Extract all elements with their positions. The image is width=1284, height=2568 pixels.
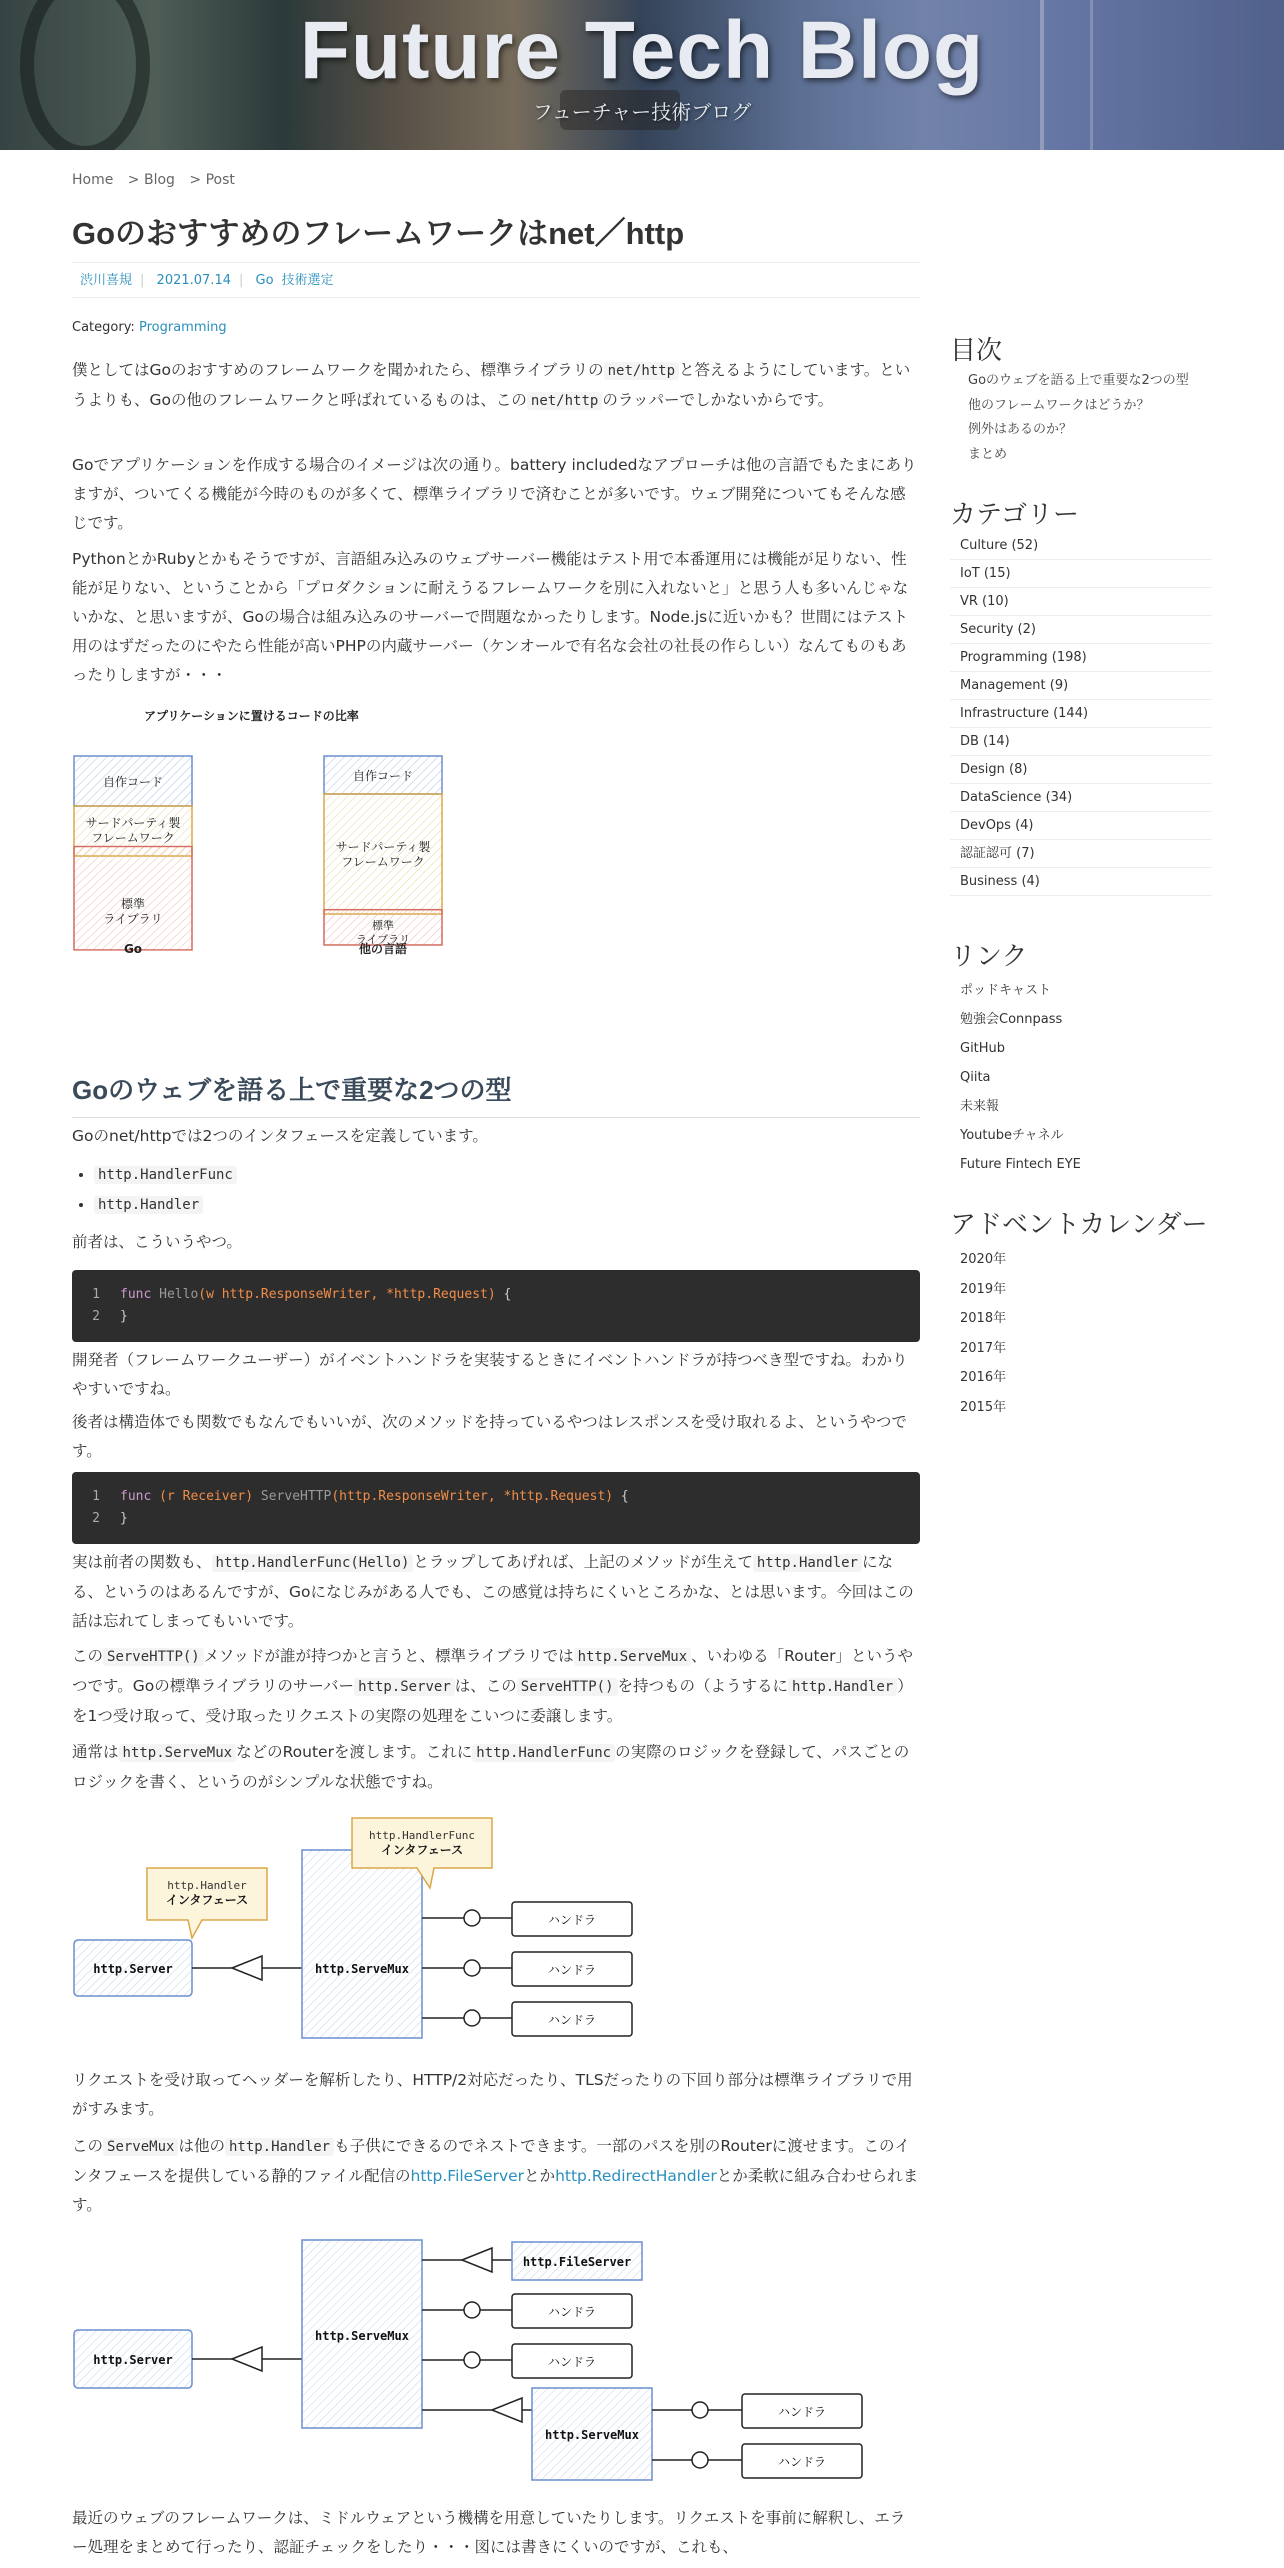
- text: とラップしてあげれば、上記のメソッドが生えて: [413, 1553, 753, 1571]
- toc-item[interactable]: Goのウェブを語る上で重要な2つの型: [968, 373, 1189, 388]
- links-heading: リンク: [950, 941, 1028, 971]
- text: を持つもの（ようするに: [617, 1677, 789, 1695]
- code-block[interactable]: [72, 1270, 920, 1342]
- paragraph: [72, 1642, 920, 1731]
- handler-label: ハンドラ: [777, 2455, 827, 2469]
- site-header: [0, 0, 1284, 150]
- other-own-code-label: 自作コード: [352, 769, 414, 783]
- sidebar-link[interactable]: 勉強会Connpass: [960, 1012, 1063, 1027]
- servemux-label: http.ServeMux: [315, 2329, 409, 2343]
- paragraph: PythonとかRubyとかもそうですが、言語組み込みのウェブサーバー機能はテスト用で本番運用には機能が足りない、性能が足りない、ということから「プロダクションに耐えうるフレームワークを別に入れないと」と思う人も多いんじゃないかな、と思いますが、Goの場合は組み込みのサーバーで問題なかったりします。Node.jsに近いかも？世間にはテスト用のはずだったのにやたら性能が高いPHPの内蔵サーバー（ケンオールで有名な会社の社長の作らしい）なんてものもあったりしますが・・・: [72, 550, 909, 684]
- inline-code: ServeHTTP(): [103, 1648, 204, 1666]
- inline-code: http.Handler: [788, 1678, 897, 1696]
- sidebar-link[interactable]: ポッドキャスト: [960, 983, 1052, 998]
- category-item[interactable]: Culture (52): [950, 532, 1212, 560]
- site-title[interactable]: Future Tech Blog: [299, 5, 985, 96]
- code-line: [72, 1486, 920, 1508]
- post-meta: [72, 262, 920, 298]
- meta-separator: |: [238, 273, 244, 288]
- category-item[interactable]: DevOps (4): [950, 812, 1212, 840]
- other-stdlib-label: ライブラリ: [355, 933, 411, 946]
- handler-row: [652, 2444, 862, 2478]
- paragraph: [72, 1738, 920, 1797]
- inline-code: net/http: [604, 362, 679, 380]
- category-item[interactable]: Infrastructure (144): [950, 700, 1212, 728]
- sidebar-link[interactable]: Future Fintech EYE: [960, 1157, 1081, 1172]
- arrow-head: [232, 1956, 262, 1980]
- code-keyword: func: [120, 1489, 152, 1504]
- category-item[interactable]: Management (9): [950, 672, 1212, 700]
- text: 実は前者の関数も、: [72, 1553, 212, 1571]
- code-signature: (http.ResponseWriter, *http.Request): [331, 1489, 614, 1504]
- paragraph: [72, 1548, 920, 1636]
- text: 通常は: [72, 1743, 119, 1761]
- paragraph: 前者は、こういうやつ。: [72, 1233, 242, 1251]
- sub-servemux-label: http.ServeMux: [545, 2428, 639, 2442]
- paragraph: Goでアプリケーションを作成する場合のイメージは次の通り。battery includedなアプローチは他の言語でもたまにありますが、ついてくる機能が今時のものが多くて、標準ライブラリで済むことが多いです。ウェブ開発についてもそんな感じです。: [72, 456, 917, 532]
- advent-year[interactable]: 2018年: [960, 1311, 1007, 1326]
- category-item[interactable]: VR (10): [950, 588, 1212, 616]
- toc-item[interactable]: まとめ: [968, 446, 1008, 462]
- category-item[interactable]: DataScience (34): [950, 784, 1212, 812]
- text: 僕としてはGoのおすすめのフレームワークを聞かれたら、標準ライブラリの: [72, 361, 604, 379]
- go-stdlib-label: ライブラリ: [103, 912, 163, 926]
- http-server-label: http.Server: [93, 1962, 173, 1976]
- breadcrumb: [72, 172, 245, 188]
- inline-code: ServeHTTP(): [517, 1678, 618, 1696]
- handler-label: ハンドラ: [547, 2355, 597, 2369]
- advent-year[interactable]: 2019年: [960, 1281, 1007, 1297]
- code-line: [72, 1284, 920, 1306]
- callout-text: http.Handler: [167, 1879, 247, 1892]
- text: メソッドが誰が持つかと言うと、標準ライブラリでは: [203, 1647, 574, 1665]
- sidebar-link[interactable]: GitHub: [960, 1041, 1006, 1056]
- category-item[interactable]: DB (14): [950, 728, 1212, 756]
- category-item[interactable]: IoT (15): [950, 560, 1212, 588]
- text: も子供にできるのでネストできます。一部のパスを別のRouterに渡せます。このインタフェースを提供している静的ファイル配信の: [72, 2137, 911, 2185]
- code-text: {: [495, 1287, 512, 1302]
- breadcrumb-home[interactable]: Home: [72, 172, 114, 188]
- go-stdlib-label: 標準: [120, 897, 146, 911]
- http-server-label: http.Server: [93, 2353, 173, 2367]
- toc-heading: 目次: [950, 335, 1003, 365]
- category-label: Category:: [72, 320, 135, 335]
- advent-heading: アドベントカレンダー: [950, 1209, 1208, 1239]
- handler-label: ハンドラ: [547, 1963, 597, 1977]
- line-number: 2: [92, 1511, 100, 1526]
- handler-row: [422, 2002, 632, 2036]
- inline-code: http.Handler: [753, 1554, 862, 1572]
- breadcrumb-blog[interactable]: > Blog: [127, 172, 175, 188]
- other-third-party-label: サードパーティ製: [335, 840, 431, 854]
- text: 、いわゆる「Router」というやつです。Goの標準ライブラリのサーバー: [72, 1647, 914, 1695]
- inline-code: net/http: [527, 392, 602, 410]
- advent-year[interactable]: 2017年: [960, 1340, 1007, 1356]
- code-text: }: [120, 1511, 128, 1526]
- fileserver-label: http.FileServer: [522, 2255, 632, 2269]
- code-line: [72, 1508, 920, 1530]
- text: は他の: [178, 2137, 225, 2155]
- redirecthandler-link[interactable]: http.RedirectHandler: [555, 2167, 717, 2185]
- handler-row: [422, 2294, 632, 2328]
- sidebar-link[interactable]: 未来報: [960, 1099, 1000, 1114]
- toc-item[interactable]: 他のフレームワークはどうか？: [968, 397, 1150, 413]
- inline-code: http.HandlerFunc: [94, 1166, 237, 1184]
- text: とか柔軟に組み合わせられます。: [72, 2167, 919, 2214]
- handler-row: [422, 1902, 632, 1936]
- line-number: 1: [92, 1287, 100, 1302]
- site-subtitle: フューチャー技術ブログ: [532, 100, 752, 124]
- text: は、この: [454, 1677, 517, 1695]
- arrow-head: [462, 2248, 492, 2272]
- meta-separator: |: [140, 273, 145, 288]
- callout-text: http.HandlerFunc: [369, 1829, 475, 1842]
- paragraph: リクエストを受け取ってヘッダーを解析したり、HTTP/2対応だったり、TLSだったりの下回り部分は標準ライブラリで用がすみます。: [72, 2071, 913, 2118]
- list-item: [94, 1160, 237, 1190]
- inline-code: http.Server: [354, 1678, 455, 1696]
- handler-label: ハンドラ: [547, 1913, 597, 1927]
- callout-text: インタフェース: [380, 1843, 464, 1857]
- code-signature: (w http.ResponseWriter, *http.Request): [198, 1287, 496, 1302]
- author-link[interactable]: 渋川喜規: [80, 273, 133, 288]
- text: になる、というのはあるんですが、Goになじみがある人でも、この感覚は持ちにくいところかな、とは思います。今回はこの話は忘れてしまってもいいです。: [72, 1553, 914, 1630]
- code-block[interactable]: [72, 1472, 920, 1544]
- category-item[interactable]: 認証認可 (7): [950, 840, 1212, 868]
- sidebar-link[interactable]: Qiita: [960, 1070, 991, 1085]
- code-text: {: [613, 1489, 629, 1504]
- advent-year[interactable]: 2020年: [960, 1252, 1007, 1267]
- date-link[interactable]: 2021.07.14: [156, 273, 231, 288]
- servemux-label: http.ServeMux: [315, 1962, 409, 1976]
- inline-code: http.HandlerFunc(Hello): [212, 1554, 414, 1572]
- figure-title: アプリケーションに置けるコードの比率: [144, 709, 359, 723]
- code-text: }: [120, 1309, 128, 1324]
- paragraph: 後者は構造体でも関数でもなんでもいいが、次のメソッドを持っているやつはレスポンスを受け取れるよ、というやつです。: [72, 1413, 907, 1460]
- handler-label: ハンドラ: [547, 2013, 597, 2027]
- advent-year[interactable]: 2015年: [960, 1399, 1007, 1415]
- text: のラッパーでしかないからです。: [602, 391, 834, 409]
- code-func-name: Hello: [159, 1287, 199, 1302]
- callout-text: インタフェース: [165, 1893, 249, 1907]
- other-column-label: 他の言語: [358, 942, 408, 956]
- category-link[interactable]: Programming: [138, 320, 227, 335]
- inline-code: http.HandlerFunc: [472, 1744, 615, 1762]
- handler-row: [422, 2344, 632, 2378]
- handler-row: [422, 1952, 632, 1986]
- category-item[interactable]: Business (4): [950, 868, 1212, 896]
- category-item[interactable]: Security (2): [950, 616, 1212, 644]
- tag-tech-selection[interactable]: 技術選定: [281, 273, 334, 288]
- advent-list: [960, 1245, 1006, 1422]
- go-third-party-label: フレームワーク: [91, 831, 175, 845]
- line-number: 1: [92, 1489, 100, 1504]
- go-own-code-label: 自作コード: [102, 775, 164, 789]
- tag-go[interactable]: Go: [255, 273, 274, 288]
- other-stdlib-label: 標準: [372, 919, 394, 932]
- handler-label: ハンドラ: [547, 2305, 597, 2319]
- go-third-party-label: サードパーティ製: [85, 816, 181, 830]
- categories-heading: カテゴリー: [950, 499, 1079, 529]
- link-list: [960, 976, 1081, 1179]
- paragraph: 最近のウェブのフレームワークは、ミドルウェアという機構を用意していたりします。リクエストを事前に解釈し、エラー処理をまとめて行ったり、認証チェックをしたり・・・図には書きにくいのですが、これも、: [72, 2509, 906, 2556]
- list-item: [94, 1190, 237, 1220]
- inline-code: http.Handler: [94, 1196, 203, 1214]
- paragraph: 開発者（フレームワークユーザー）がイベントハンドラを実装するときにイベントハンドラが持つべき型ですね。わかりやすいですね。: [72, 1351, 908, 1398]
- code-line: [72, 1306, 920, 1328]
- inline-code: http.Handler: [225, 2138, 334, 2156]
- handler-row: [652, 2394, 862, 2428]
- go-column-label: Go: [123, 942, 143, 956]
- code-receiver: (r Receiver): [159, 1489, 254, 1504]
- breadcrumb-post: > Post: [189, 172, 235, 188]
- other-third-party-label: フレームワーク: [341, 855, 425, 869]
- advent-year[interactable]: 2016年: [960, 1370, 1007, 1385]
- arrow-head: [492, 2398, 522, 2422]
- arrow-head: [232, 2347, 262, 2371]
- text: などのRouterを渡します。これに: [236, 1743, 473, 1761]
- paragraph: [72, 356, 920, 416]
- code-keyword: func: [120, 1287, 152, 1302]
- inline-code: http.ServeMux: [574, 1648, 692, 1666]
- code-func-name: ServeHTTP: [260, 1489, 332, 1504]
- code-ratio-figure: [72, 698, 532, 958]
- category-list: [950, 532, 1212, 896]
- toc-item[interactable]: 例外はあるのか？: [968, 422, 1073, 437]
- text: ）を1つ受け取って、受け取ったリクエストの実際の処理をこいつに委譲します。: [72, 1677, 913, 1725]
- handler-label: ハンドラ: [777, 2405, 827, 2419]
- post-category: [72, 320, 227, 335]
- text: この: [72, 1647, 104, 1665]
- paragraph: [72, 2132, 920, 2220]
- category-item[interactable]: Design (8): [950, 756, 1212, 784]
- line-number: 2: [92, 1309, 100, 1324]
- interface-list: [94, 1160, 237, 1220]
- servemux-diagram: [72, 1810, 672, 2060]
- section-heading: Goのウェブを語る上で重要な2つの型: [72, 1070, 920, 1118]
- servemux-box: [302, 1850, 422, 2038]
- table-of-contents: [968, 369, 1189, 467]
- sidebar-link[interactable]: Youtubeチャネル: [960, 1128, 1064, 1143]
- other-third-party-box: [324, 794, 442, 914]
- inline-code: http.ServeMux: [119, 1744, 237, 1762]
- text: とか: [524, 2167, 556, 2185]
- text: の実際のロジックを登録して、パスごとのロジックを書く、というのがシンプルな状態ですね。: [72, 1743, 910, 1791]
- fileserver-link[interactable]: http.FileServer: [410, 2167, 525, 2185]
- category-item[interactable]: Programming (198): [950, 644, 1212, 672]
- nested-servemux-diagram: [72, 2236, 872, 2496]
- inline-code: ServeMux: [103, 2138, 178, 2156]
- page-title: Goのおすすめのフレームワークはnet／http: [72, 216, 685, 251]
- paragraph: Goのnet/httpでは2つのインタフェースを定義しています。: [72, 1127, 488, 1145]
- text: この: [72, 2137, 104, 2155]
- text: と答えるようにしています。というよりも、Goの他のフレームワークと呼ばれているものは、この: [72, 361, 911, 409]
